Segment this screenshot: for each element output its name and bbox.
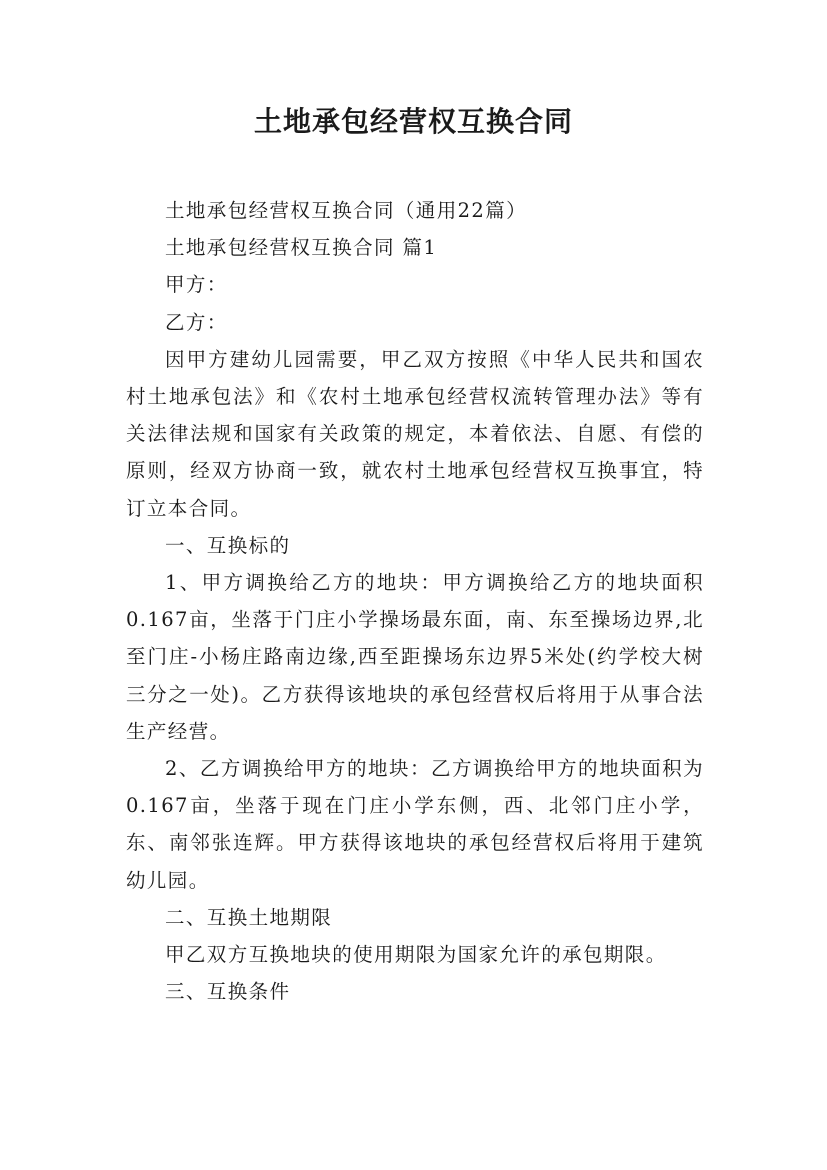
paragraph-party-b: 乙方： bbox=[165, 310, 228, 334]
paragraph-term-text: 甲乙双方互换地块的使用期限为国家允许的承包期限。 bbox=[165, 943, 667, 967]
paragraph-party-a: 甲方： bbox=[165, 273, 228, 297]
paragraph-clause-1: 1、甲方调换给乙方的地块：甲方调换给乙方的地块面积0.167亩，坐落于门庄小学操场最东面，南、东至操场边界,北至门庄-小杨庄路南边缘,西至距操场东边界5米处(约学校大树三分之一处)。乙方获得该地块的承包经营权后将用于从事合法生产经营。 bbox=[126, 571, 704, 743]
paragraph-heading-exchange-subject: 一、互换标的 bbox=[165, 533, 291, 557]
paragraph-heading-exchange-conditions: 三、互换条件 bbox=[165, 980, 291, 1004]
paragraph-clause-2: 2、乙方调换给甲方的地块：乙方调换给甲方的地块面积为0.167亩，坐落于现在门庄小学东侧，西、北邻门庄小学，东、南邻张连辉。甲方获得该地块的承包经营权后将用于建筑幼儿园。 bbox=[126, 757, 704, 892]
paragraph-preamble: 因甲方建幼儿园需要，甲乙双方按照《中华人民共和国农村土地承包法》和《农村土地承包经营权流转管理办法》等有关法律法规和国家有关政策的规定，本着依法、自愿、有偿的原则，经双方协商一致，就农村土地承包经营权互换事宜，特订立本合同。 bbox=[126, 347, 704, 520]
paragraph-heading-exchange-term: 二、互换土地期限 bbox=[165, 905, 333, 929]
paragraph-subtitle: 土地承包经营权互换合同（通用22篇） bbox=[165, 199, 528, 222]
document-body bbox=[126, 192, 704, 1010]
paragraph-section-heading: 土地承包经营权互换合同 篇1 bbox=[165, 236, 438, 260]
document-title: 土地承包经营权互换合同 bbox=[253, 105, 573, 138]
